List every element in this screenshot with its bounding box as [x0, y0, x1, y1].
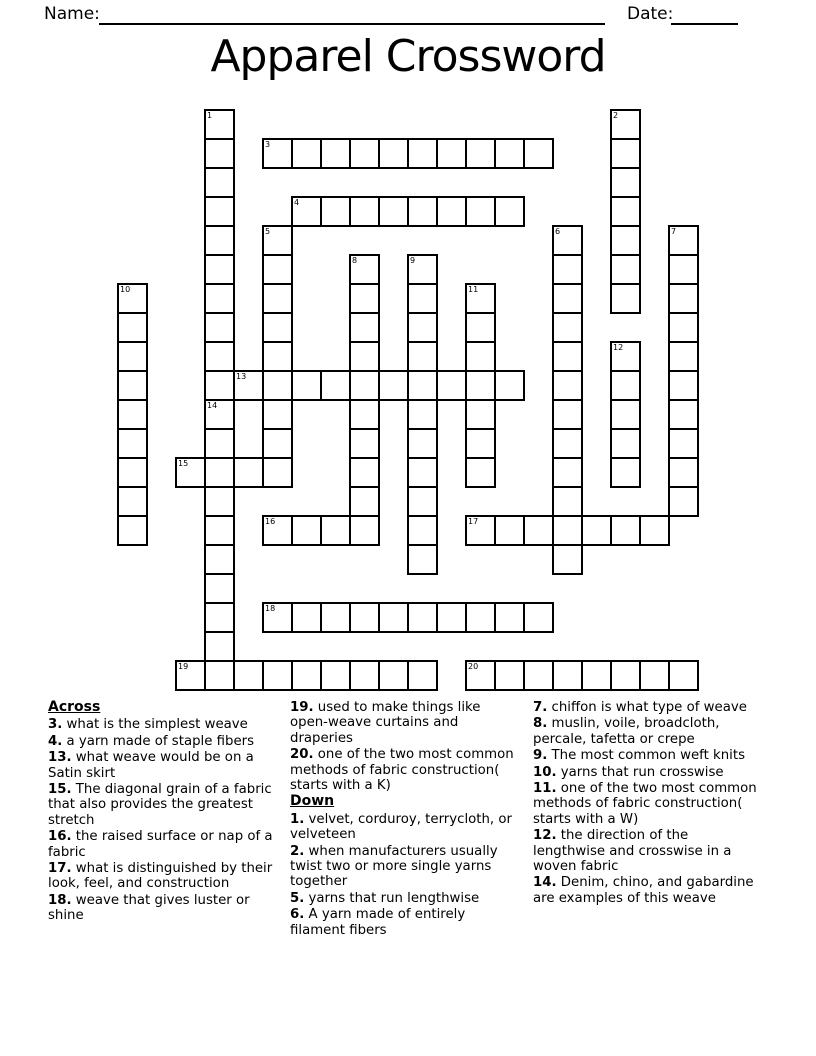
grid-cell[interactable] — [465, 399, 496, 430]
grid-cell[interactable] — [407, 196, 438, 227]
grid-cell[interactable] — [204, 428, 235, 459]
clue-item: 6. A yarn made of entirely filament fibers — [290, 907, 466, 938]
grid-cell-number: 7 — [671, 227, 677, 236]
grid-cell[interactable] — [204, 573, 235, 604]
grid-cell[interactable] — [639, 515, 670, 546]
clue-number: 6. — [290, 907, 305, 923]
grid-cell[interactable] — [349, 283, 380, 314]
grid-cell[interactable] — [349, 457, 380, 488]
clue-number: 14. — [533, 875, 557, 891]
grid-cell[interactable] — [262, 341, 293, 372]
clue-number: 4. — [48, 733, 63, 749]
clue-item: 7. chiffon is what type of weave — [533, 700, 747, 715]
clue-number: 13. — [48, 750, 72, 766]
grid-cell[interactable] — [204, 254, 235, 285]
grid-cell[interactable] — [320, 602, 351, 633]
grid-cell[interactable] — [465, 312, 496, 343]
clue-item: 13. what weave would be on a Satin skirt — [48, 750, 254, 781]
grid-cell[interactable] — [407, 515, 438, 546]
grid-cell[interactable] — [407, 486, 438, 517]
grid-cell[interactable] — [552, 341, 583, 372]
grid-cell[interactable] — [494, 138, 525, 169]
grid-cell[interactable] — [610, 457, 641, 488]
grid-cell[interactable] — [407, 370, 438, 401]
grid-cell[interactable] — [523, 138, 554, 169]
clue-item: 5. yarns that run lengthwise — [290, 890, 480, 906]
date-blank — [671, 0, 738, 25]
page-title: Apparel Crossword — [210, 31, 606, 82]
clue-number: 17. — [48, 861, 72, 877]
grid-cell[interactable] — [204, 602, 235, 633]
grid-cell[interactable] — [407, 602, 438, 633]
grid-cell[interactable] — [494, 602, 525, 633]
grid-cell[interactable] — [204, 312, 235, 343]
grid-cell[interactable] — [378, 660, 409, 691]
grid-cell[interactable] — [668, 370, 699, 401]
grid-cell[interactable] — [349, 312, 380, 343]
grid-cell-number: 14 — [207, 401, 218, 410]
grid-cell[interactable] — [262, 254, 293, 285]
clue-number: 3. — [48, 717, 63, 733]
grid-cell[interactable] — [552, 254, 583, 285]
grid-cell[interactable] — [494, 660, 525, 691]
grid-cell[interactable] — [349, 399, 380, 430]
grid-cell[interactable] — [262, 428, 293, 459]
grid-cell[interactable] — [262, 312, 293, 343]
grid-cell[interactable] — [610, 254, 641, 285]
grid-cell[interactable] — [668, 457, 699, 488]
grid-cell[interactable] — [523, 602, 554, 633]
clues-section-heading: Across — [48, 699, 101, 715]
grid-cell[interactable] — [523, 660, 554, 691]
grid-cell[interactable] — [610, 138, 641, 169]
grid-cell[interactable] — [610, 370, 641, 401]
clue-number: 10. — [533, 764, 557, 780]
grid-cell[interactable] — [610, 225, 641, 256]
grid-cell[interactable] — [204, 660, 235, 691]
grid-cell[interactable] — [610, 196, 641, 227]
grid-cell[interactable] — [610, 167, 641, 198]
grid-cell[interactable] — [552, 544, 583, 575]
grid-cell[interactable] — [117, 457, 148, 488]
grid-cell[interactable] — [204, 283, 235, 314]
grid-cell[interactable] — [552, 312, 583, 343]
grid-cell[interactable] — [291, 515, 322, 546]
grid-cell[interactable] — [320, 196, 351, 227]
grid-cell[interactable] — [668, 283, 699, 314]
grid-cell[interactable] — [668, 486, 699, 517]
grid-cell[interactable] — [291, 660, 322, 691]
grid-cell[interactable] — [378, 602, 409, 633]
grid-cell[interactable] — [668, 660, 699, 691]
grid-cell[interactable] — [378, 370, 409, 401]
grid-cell[interactable] — [233, 457, 264, 488]
grid-cell[interactable] — [262, 283, 293, 314]
grid-cell[interactable] — [465, 138, 496, 169]
grid-cell[interactable] — [436, 602, 467, 633]
clue-number: 16. — [48, 829, 72, 845]
grid-cell-number: 17 — [468, 517, 479, 526]
grid-cell[interactable] — [668, 399, 699, 430]
clue-item: 20. one of the two most common methods of fabric construction( starts with a K) — [290, 747, 514, 794]
grid-cell[interactable] — [610, 399, 641, 430]
grid-cell[interactable] — [320, 515, 351, 546]
grid-cell[interactable] — [117, 428, 148, 459]
grid-cell[interactable] — [668, 341, 699, 372]
grid-cell-number: 1 — [207, 111, 213, 120]
grid-cell-number: 5 — [265, 227, 271, 236]
grid-cell[interactable] — [552, 399, 583, 430]
clue-number: 11. — [533, 781, 557, 797]
grid-cell-number: 6 — [555, 227, 561, 236]
grid-cell[interactable] — [204, 196, 235, 227]
clue-item: 15. The diagonal grain of a fabric that also provides the greatest stretch — [48, 782, 272, 828]
grid-cell-number: 18 — [265, 604, 276, 613]
grid-cell[interactable] — [291, 138, 322, 169]
grid-cell[interactable] — [349, 428, 380, 459]
grid-cell[interactable] — [407, 660, 438, 691]
grid-cell[interactable] — [117, 341, 148, 372]
grid-cell-number: 20 — [468, 662, 479, 671]
grid-cell[interactable] — [552, 660, 583, 691]
name-blank — [99, 0, 605, 25]
grid-cell-number: 8 — [352, 256, 358, 265]
grid-cell-number: 4 — [294, 198, 300, 207]
grid-cell[interactable] — [407, 283, 438, 314]
grid-cell-number: 11 — [468, 285, 479, 294]
grid-cell[interactable] — [204, 370, 235, 401]
grid-cell[interactable] — [465, 457, 496, 488]
grid-cell[interactable] — [117, 515, 148, 546]
clue-item: 1. velvet, corduroy, terrycloth, or velveteen — [290, 811, 512, 843]
clue-item: 2. when manufacturers usually twist two or more single yarns together — [290, 843, 498, 890]
clue-item: 3. what is the simplest weave — [48, 717, 248, 733]
grid-cell[interactable] — [204, 486, 235, 517]
grid-cell-number: 2 — [613, 111, 619, 120]
grid-cell[interactable] — [581, 660, 612, 691]
grid-cell[interactable] — [262, 399, 293, 430]
grid-cell[interactable] — [349, 138, 380, 169]
clues-column-2 — [290, 700, 518, 939]
clue-number: 5. — [290, 890, 305, 906]
grid-cell[interactable] — [117, 399, 148, 430]
clue-item: 17. what is distinguished by their look, feel, and construction — [48, 861, 273, 892]
grid-cell[interactable] — [610, 660, 641, 691]
grid-cell[interactable] — [494, 370, 525, 401]
clue-number: 19. — [290, 700, 314, 715]
clue-number: 9. — [533, 748, 548, 764]
clue-number: 7. — [533, 700, 548, 715]
grid-cell[interactable] — [552, 457, 583, 488]
grid-cell[interactable] — [349, 515, 380, 546]
grid-cell-number: 9 — [410, 256, 416, 265]
grid-cell[interactable] — [407, 457, 438, 488]
grid-cell[interactable] — [291, 602, 322, 633]
grid-cell[interactable] — [610, 515, 641, 546]
clue-item: 11. one of the two most common methods of fabric construction( starts with a W) — [533, 781, 757, 827]
clue-number: 15. — [48, 782, 72, 798]
clue-number: 12. — [533, 828, 557, 844]
grid-cell[interactable] — [610, 428, 641, 459]
grid-cell[interactable] — [349, 370, 380, 401]
clues-column-3 — [533, 700, 761, 907]
grid-cell[interactable] — [320, 660, 351, 691]
grid-cell[interactable] — [117, 312, 148, 343]
grid-cell[interactable] — [378, 196, 409, 227]
grid-cell[interactable] — [639, 660, 670, 691]
clue-number: 1. — [290, 811, 305, 827]
clue-number: 20. — [290, 747, 314, 763]
grid-cell[interactable] — [204, 225, 235, 256]
grid-cell[interactable] — [262, 660, 293, 691]
grid-cell-number: 16 — [265, 517, 276, 526]
grid-cell-number: 15 — [178, 459, 189, 468]
name-label: Name: — [44, 4, 100, 24]
grid-cell[interactable] — [465, 428, 496, 459]
grid-cell[interactable] — [320, 370, 351, 401]
grid-cell[interactable] — [407, 138, 438, 169]
grid-cell[interactable] — [320, 138, 351, 169]
grid-cell[interactable] — [117, 370, 148, 401]
clue-item: 19. used to make things like open-weave curtains and draperies — [290, 700, 481, 746]
grid-cell[interactable] — [204, 544, 235, 575]
grid-cell[interactable] — [349, 196, 380, 227]
grid-cell[interactable] — [465, 602, 496, 633]
grid-cell[interactable] — [436, 196, 467, 227]
clue-item: 16. the raised surface or nap of a fabric — [48, 829, 273, 860]
grid-cell[interactable] — [262, 457, 293, 488]
grid-cell[interactable] — [668, 312, 699, 343]
grid-cell[interactable] — [204, 515, 235, 546]
clue-item: 10. yarns that run crosswise — [533, 764, 724, 780]
grid-cell[interactable] — [465, 341, 496, 372]
clue-item: 18. weave that gives luster or shine — [48, 892, 250, 924]
grid-cell[interactable] — [436, 138, 467, 169]
grid-cell[interactable] — [407, 312, 438, 343]
grid-cell[interactable] — [204, 631, 235, 662]
grid-cell[interactable] — [494, 515, 525, 546]
grid-cell[interactable] — [349, 486, 380, 517]
grid-cell-number: 13 — [236, 372, 247, 381]
grid-cell[interactable] — [610, 283, 641, 314]
grid-cell[interactable] — [407, 428, 438, 459]
grid-cell[interactable] — [204, 457, 235, 488]
clues-section-heading: Down — [290, 793, 335, 810]
clue-number: 8. — [533, 716, 548, 732]
grid-cell[interactable] — [262, 370, 293, 401]
clue-number: 18. — [48, 892, 72, 908]
grid-cell[interactable] — [204, 138, 235, 169]
clue-item: 4. a yarn made of staple fibers — [48, 733, 255, 749]
grid-cell-number: 10 — [120, 285, 131, 294]
clues-column-1 — [48, 700, 276, 925]
grid-cell[interactable] — [407, 544, 438, 575]
grid-cell[interactable] — [436, 370, 467, 401]
grid-cell[interactable] — [552, 428, 583, 459]
grid-cell[interactable] — [204, 341, 235, 372]
grid-cell-number: 3 — [265, 140, 271, 149]
grid-cell-number: 19 — [178, 662, 189, 671]
grid-cell[interactable] — [465, 196, 496, 227]
grid-cell[interactable] — [204, 167, 235, 198]
grid-cell[interactable] — [465, 370, 496, 401]
grid-cell[interactable] — [668, 428, 699, 459]
grid-cell[interactable] — [349, 341, 380, 372]
clue-item: 9. The most common weft knits — [533, 748, 745, 764]
grid-cell[interactable] — [233, 660, 264, 691]
clue-item: 12. the direction of the lengthwise and crosswise in a woven fabric — [533, 828, 732, 875]
grid-cell[interactable] — [407, 399, 438, 430]
grid-cell[interactable] — [378, 138, 409, 169]
grid-cell[interactable] — [349, 602, 380, 633]
grid-cell[interactable] — [552, 486, 583, 517]
grid-cell[interactable] — [552, 370, 583, 401]
grid-cell[interactable] — [407, 341, 438, 372]
grid-cell[interactable] — [668, 254, 699, 285]
date-label: Date: — [627, 4, 674, 24]
clue-item: 8. muslin, voile, broadcloth, percale, tafetta or crepe — [533, 716, 720, 747]
grid-cell[interactable] — [581, 515, 612, 546]
clue-item: 14. Denim, chino, and gabardine are examples of this weave — [533, 875, 754, 906]
grid-cell[interactable] — [494, 196, 525, 227]
grid-cell[interactable] — [552, 515, 583, 546]
grid-cell[interactable] — [552, 283, 583, 314]
grid-cell-number: 12 — [613, 343, 624, 352]
grid-cell[interactable] — [291, 370, 322, 401]
clue-number: 2. — [290, 843, 305, 859]
grid-cell[interactable] — [523, 515, 554, 546]
grid-cell[interactable] — [349, 660, 380, 691]
grid-cell[interactable] — [117, 486, 148, 517]
